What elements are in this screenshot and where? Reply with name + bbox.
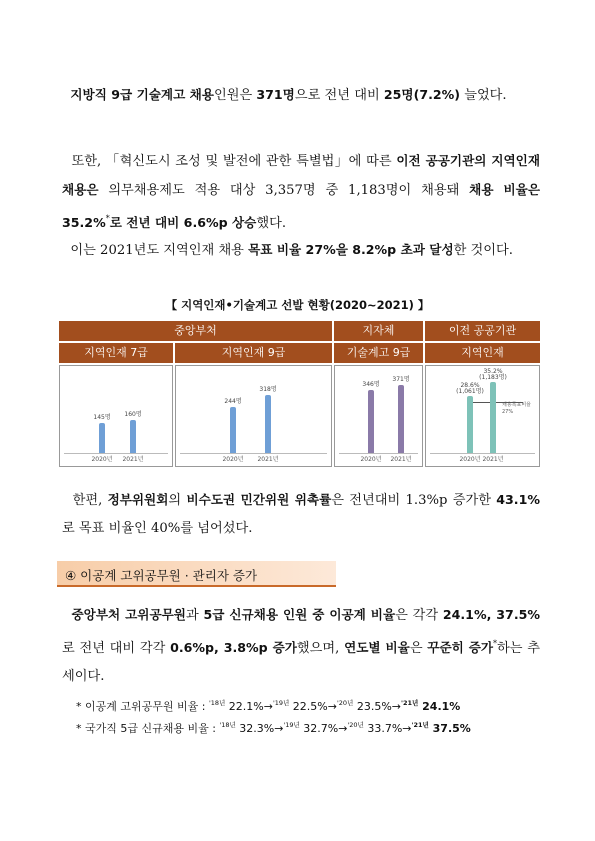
bar-2020 (230, 407, 236, 453)
x-label-2020: 2020년 (459, 456, 481, 463)
text: 은 (409, 641, 428, 656)
text-bold: 5급 신규채용 인원 중 이공계 비율 (203, 607, 396, 622)
year: '20년 (347, 721, 364, 729)
text-bold: 43.1% (496, 492, 540, 507)
text: 은 전년대비 1.3%p 증가한 (331, 493, 497, 508)
value-bold: 24.1% (418, 700, 461, 713)
target-note: 채용목표비율 27% (502, 402, 531, 415)
x-label-2021: 2021년 (122, 456, 144, 463)
text: 또한, 「혁신도시 조성 및 발전에 관한 특별법」에 따른 (71, 154, 397, 169)
value: 33.7%→ (363, 722, 412, 735)
x-label-2021: 2021년 (390, 456, 412, 463)
bar-label-2021: 371명 (392, 376, 410, 383)
x-label-2020: 2020년 (360, 456, 382, 463)
bar-label-2020: 346명 (362, 381, 380, 388)
section-header (57, 561, 336, 587)
bar-label-2020: 28.6% (1,061명) (456, 382, 484, 395)
value: 23.5%→ (353, 700, 401, 713)
footnote-grade5-recruitment (76, 716, 471, 738)
subhead-regional-grade9: 지역인재 9급 (175, 343, 332, 363)
figure-title: 【 지역인재•기술계고 선발 현황(2020~2021) 】 (165, 298, 430, 312)
text-bold: 이전 공공기관의 지역인재 채용은 (62, 153, 540, 197)
subhead-regional-talent: 지역인재 (425, 343, 540, 363)
text-bold: 비수도권 민간위원 위촉률 (186, 492, 332, 507)
bar-2020 (368, 390, 374, 453)
text: 했다. (256, 216, 287, 231)
footnote-label: * 국가직 5급 신규채용 비율 : (76, 722, 220, 735)
year: '20년 (336, 699, 354, 707)
text: 의무채용제도 적용 대상 3,357명 중 1,183명이 채용돼 (98, 183, 470, 198)
text-bold: 채용 비율은 35.2% (62, 182, 540, 230)
value-bold: 37.5% (428, 722, 471, 735)
text: 이는 2021년도 지역인재 채용 (70, 243, 249, 258)
value: 22.1%→ (225, 700, 273, 713)
text: 의 (168, 493, 187, 508)
value: 22.5%→ (289, 700, 337, 713)
bar-2021 (398, 385, 404, 453)
value: 32.7%→ (299, 722, 348, 735)
chart-panel-regional-grade9 (175, 365, 332, 467)
footnote-science-officials (76, 694, 460, 716)
text-bold: 0.6%p, 3.8%p 증가 (170, 640, 297, 655)
bar-2021 (130, 420, 136, 453)
text-bold: 371명 (256, 87, 295, 102)
footnote-mark: * (105, 214, 110, 223)
selection-status-figure (59, 321, 540, 467)
text-bold: 로 전년 대비 6.6%p 상승 (109, 215, 257, 230)
bar-2020 (99, 423, 105, 453)
paragraph-public-institutions (62, 147, 540, 238)
paragraph-technical-high-school (62, 81, 540, 110)
group-header-public-institutions: 이전 공공기관 (425, 321, 540, 341)
paragraph-target-achieved (62, 236, 540, 265)
year: '19년 (272, 699, 290, 707)
text-bold: 목표 비율 27%을 8.2%p 초과 달성 (248, 242, 454, 257)
group-header-central: 중앙부처 (59, 321, 332, 341)
bar-2020 (467, 396, 473, 453)
bar-label-2021: 35.2% (1,183명) (479, 368, 507, 381)
text-bold: 꾸준히 증가 (427, 640, 494, 655)
bar-label-2020: 244명 (224, 398, 242, 405)
text: 으로 전년 대비 (294, 88, 384, 103)
value: 32.3%→ (235, 722, 284, 735)
chart-panel-regional-talent (425, 365, 540, 467)
x-label-2020: 2020년 (222, 456, 244, 463)
text: 인원은 (213, 88, 257, 103)
footnote-mark: * (493, 639, 498, 648)
footnote-label: * 이공계 고위공무원 비율 : (76, 700, 209, 713)
paragraph-science-engineering (62, 601, 540, 691)
group-header-local-gov: 지자체 (334, 321, 423, 341)
text: 한편, (72, 493, 108, 508)
bar-label-2021: 160명 (124, 411, 142, 418)
chart-panel-regional-grade7 (59, 365, 173, 467)
bar-label-2021: 318명 (259, 386, 277, 393)
bar-2021 (265, 395, 271, 453)
year: '21년 (401, 699, 419, 707)
year: '18년 (219, 721, 236, 729)
text: 늘었다. (460, 88, 507, 103)
text-bold: 정부위원회 (107, 492, 169, 507)
text: 은 각각 (395, 608, 443, 623)
year: '21년 (411, 721, 429, 729)
text-bold: 중앙부처 고위공무원 (71, 607, 186, 622)
text: 로 전년 대비 각각 (62, 641, 171, 656)
subhead-regional-grade7: 지역인재 7급 (59, 343, 173, 363)
subhead-technical-grade9: 기술계고 9급 (334, 343, 423, 363)
bar-2021 (490, 382, 496, 453)
bar-label-2020: 145명 (93, 414, 111, 421)
text: 하는 추세이다. (62, 641, 540, 684)
x-label-2020: 2020년 (91, 456, 113, 463)
text: 로 목표 비율인 40%를 넘어섰다. (62, 521, 253, 536)
text-bold: 지방직 9급 기술계고 채용 (70, 87, 214, 102)
section-title: ④ 이공계 고위공무원 · 관리자 증가 (65, 568, 258, 583)
chart-panel-technical-grade9 (334, 365, 423, 467)
text: 과 (185, 608, 204, 623)
text-bold: 25명(7.2%) (383, 87, 461, 102)
paragraph-government-committee (62, 486, 540, 543)
year: '18년 (208, 699, 226, 707)
text-bold: 연도별 비율 (344, 640, 410, 655)
year: '19년 (283, 721, 300, 729)
text: 한 것이다. (453, 243, 513, 258)
text: 했으며, (296, 641, 345, 656)
x-label-2021: 2021년 (482, 456, 504, 463)
x-label-2021: 2021년 (257, 456, 279, 463)
text-bold: 24.1%, 37.5% (442, 607, 540, 622)
